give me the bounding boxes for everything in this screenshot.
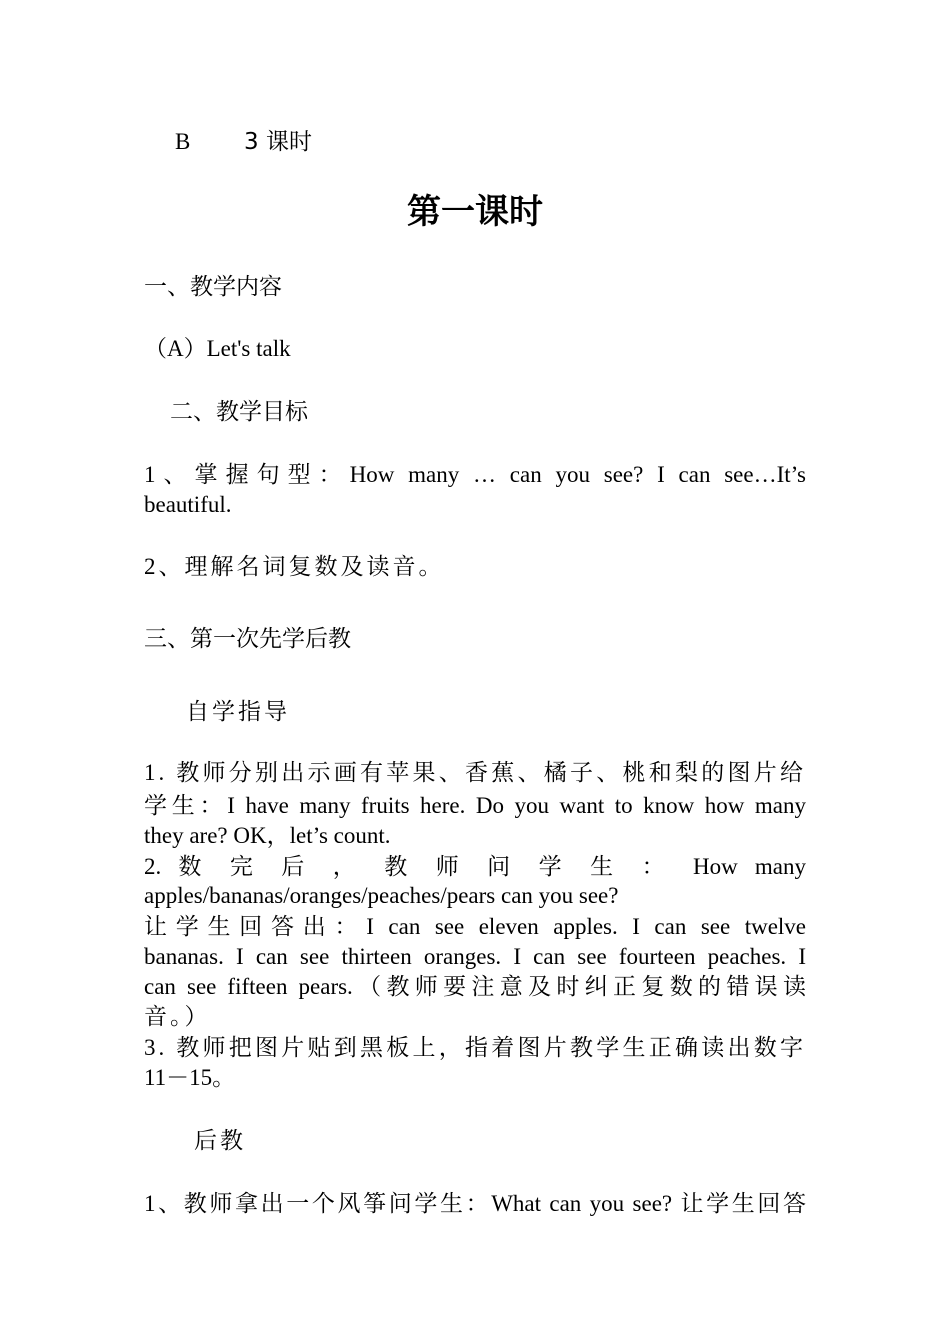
- self-study-heading: 自学指导: [186, 699, 290, 724]
- objective-1-line-1: 1、掌握句型：How many … can you see? I can see…It’s: [144, 462, 806, 487]
- step-line-2: 学生：I have many fruits here. Do you want to know how many: [144, 793, 806, 818]
- section-heading-objectives: 二、教学目标: [170, 399, 308, 425]
- step-line-7: bananas. I can see thirteen oranges. I can see fourteen peaches. I: [144, 944, 806, 969]
- unit-label: B: [175, 129, 191, 154]
- objective-2: 2、理解名词复数及读音。: [144, 554, 445, 579]
- step-line-9: 音。）: [144, 1004, 211, 1029]
- hours-label: 3 课时: [244, 129, 312, 155]
- step-line-8: can see fifteen pears.（教师要注意及时纠正复数的错误读: [144, 974, 806, 999]
- step-line-11: 11－15。: [144, 1065, 236, 1090]
- page-title: 第一课时: [407, 192, 543, 232]
- step-line-3: they are? OK，let’s count.: [144, 823, 391, 848]
- post-teach-heading: 后教: [194, 1128, 246, 1153]
- section-heading-content: 一、教学内容: [144, 274, 282, 300]
- objective-1-line-2: beautiful.: [144, 492, 232, 517]
- step-line-10: 3. 教师把图片贴到黑板上，指着图片教学生正确读出数字: [144, 1035, 806, 1060]
- step-line-6: 让学生回答出：I can see eleven apples. I can see twelve: [144, 914, 806, 939]
- post-teach-line-1: 1、教师拿出一个风筝问学生：What can you see? 让学生回答: [144, 1191, 806, 1216]
- section-heading-prelearn: 三、第一次先学后教: [144, 626, 351, 652]
- step-line-1: 1. 教师分别出示画有苹果、香蕉、橘子、桃和梨的图片给: [144, 760, 806, 785]
- step-line-4: 2. 数 完 后 ， 教 师 问 学 生 ： How many: [144, 854, 806, 879]
- section-content-text: （A）Let's talk: [144, 336, 291, 361]
- step-line-5: apples/bananas/oranges/peaches/pears can you see?: [144, 883, 619, 908]
